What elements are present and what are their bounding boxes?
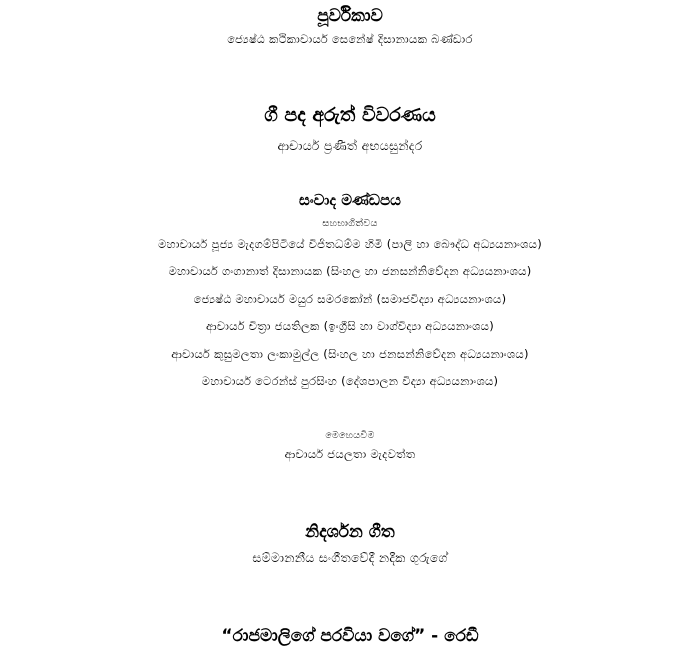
lyrics-heading: ගී පද අරුත් විවරණය xyxy=(264,104,436,126)
song-title: “රාජමාලිගේ පරවියා වගේ” - රෙඩී xyxy=(221,626,479,646)
participant-item: මහාචාර්ය ටෙරන්ස් පුරසිංහ (දේශපාලන විද්‍යා අධ්‍යයනාංශය) xyxy=(201,374,499,388)
lyrics-speaker: ආචාර්ය ප්‍රණීත් අභයසුන්දර xyxy=(277,138,423,153)
participant-item: මහාචාර්ය ගංගානාත් දිසානායක (සිංහල හා ජනසන්නිවේදන අධ්‍යයනාංශය) xyxy=(168,264,532,278)
participants-label: සහභාගිත්වය xyxy=(322,218,378,229)
participant-item: ආචාර්ය චිත්‍රා ජයතිලක (ඉංග්‍රීසි හා වාග්විද්‍යා අධ්‍යයනාංශය) xyxy=(206,319,494,333)
performer-name: සම්මානනීය සංගීතවේදී නදීක ගුරුගේ xyxy=(252,550,448,565)
moderator-name: ආචාර්ය ජයලතා මැදවත්ත xyxy=(284,447,416,461)
performance-heading: නිදර්ශන ගීත xyxy=(305,522,395,542)
participant-item: ආචාර්ය කුසුමලතා ලංකාමුල්ල (සිංහල හා ජනසන්නිවේදන අධ්‍යයනාංශය) xyxy=(171,347,529,361)
preface-heading: පූර්විකාව xyxy=(317,6,383,26)
participant-item: මහාචාර්ය පූජ්‍ය මැදගම්පිටියේ විජිතධම්ම හිමි (පාලි හා බෞද්ධ අධ්‍යයනාංශය) xyxy=(157,237,543,251)
moderator-label: මෙහෙයවීම xyxy=(325,430,375,441)
participant-item: ජ්‍යෙෂ්ඨ මහාචාර්ය මයුර සමරකෝන් (සමාජවිද්‍යා අධ්‍යයනාංශය) xyxy=(193,292,507,306)
preface-speaker: ජ්‍යෙෂ්ඨ කථිකාචාර්ය සෙනේෂ් දිසානායක බණ්ඩාර xyxy=(227,32,473,46)
discussion-heading: සංවාද මණ්ඩපය xyxy=(299,191,401,209)
